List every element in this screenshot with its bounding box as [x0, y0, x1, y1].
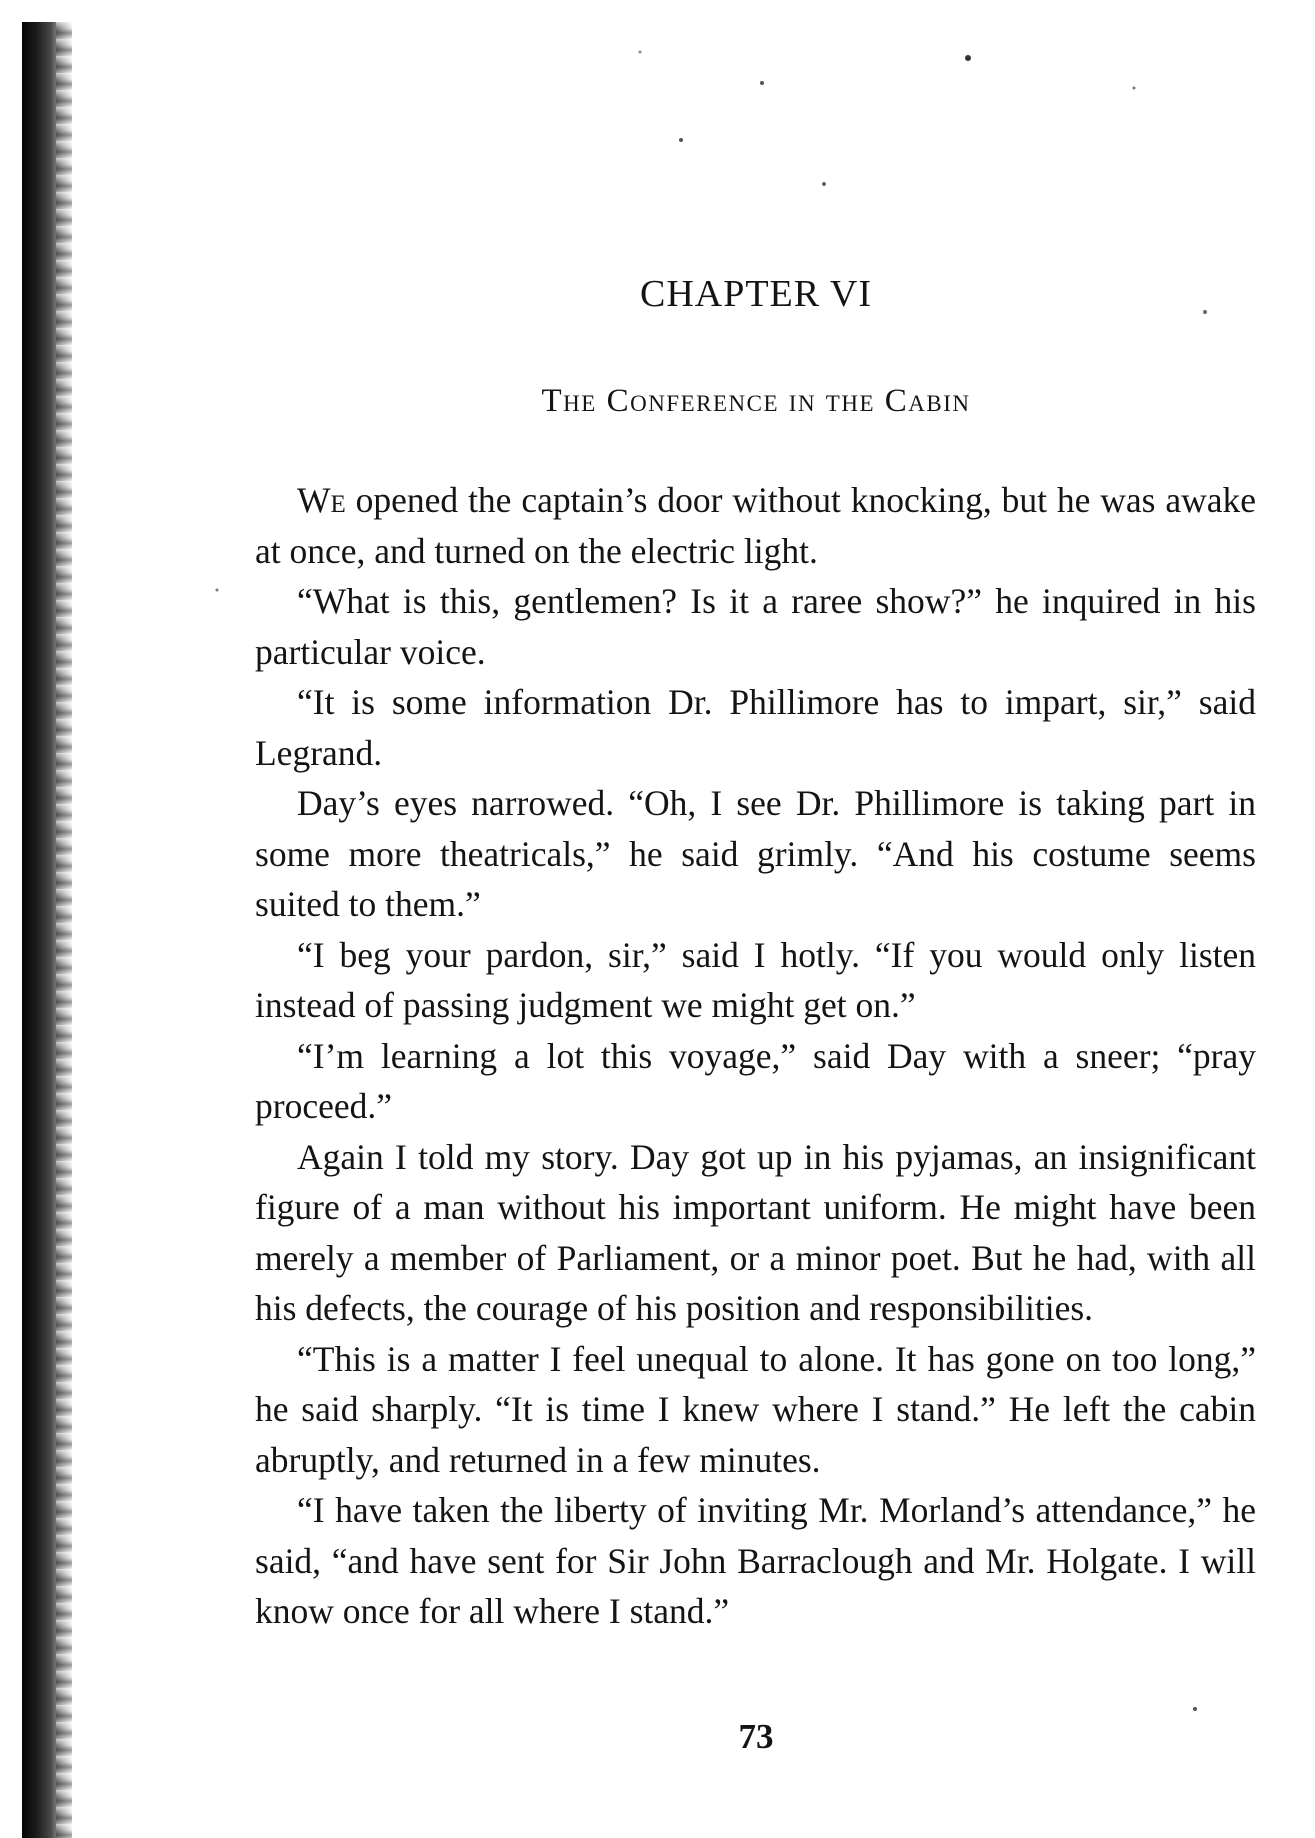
paragraph-lead-word: We — [297, 480, 346, 520]
page-number: 73 — [738, 1717, 774, 1756]
body-text — [255, 475, 1256, 1637]
paragraph: “I’m learning a lot this voyage,” said Day with a sneer; “pray proceed.” — [255, 1035, 1256, 1126]
paragraph: “What is this, gentlemen? Is it a raree show?” he inquired in his particular voice. — [255, 581, 1256, 672]
paragraph: “This is a matter I feel unequal to alone. It has gone on too long,” he said sharply. “It is time I knew where I stand.” He left the cabin abruptly, and returned in a few minutes. — [255, 1338, 1256, 1480]
paragraph-text: opened the captain’s door without knocking, but he was awake at once, and turned on the electric light. — [255, 480, 1256, 571]
paragraph: “I have taken the liberty of inviting Mr. Morland’s attendance,” he said, “and have sent for Sir John Barraclough and Mr. Holgate. I will know once for all where I stand.” — [255, 1490, 1256, 1631]
paragraph: “I beg your pardon, sir,” said I hotly. “If you would only listen instead of passing judgment we might get on.” — [255, 934, 1256, 1025]
chapter-title: The Conference in the Cabin — [541, 383, 971, 419]
paragraph: Again I told my story. Day got up in his pyjamas, an insignificant figure of a man without his important uniform. He might have been merely a member of Parliament, or a minor poet. But he had, with all his defects, the courage of his position and responsibilities. — [255, 1136, 1256, 1328]
chapter-heading: CHAPTER VI — [639, 273, 873, 315]
paragraph: “It is some information Dr. Phillimore has to impart, sir,” said Legrand. — [255, 682, 1256, 773]
paragraph — [255, 475, 1256, 576]
paragraph: Day’s eyes narrowed. “Oh, I see Dr. Phillimore is taking part in some more theatricals,” he said grimly. “And his costume seems suited to them.” — [255, 783, 1256, 924]
